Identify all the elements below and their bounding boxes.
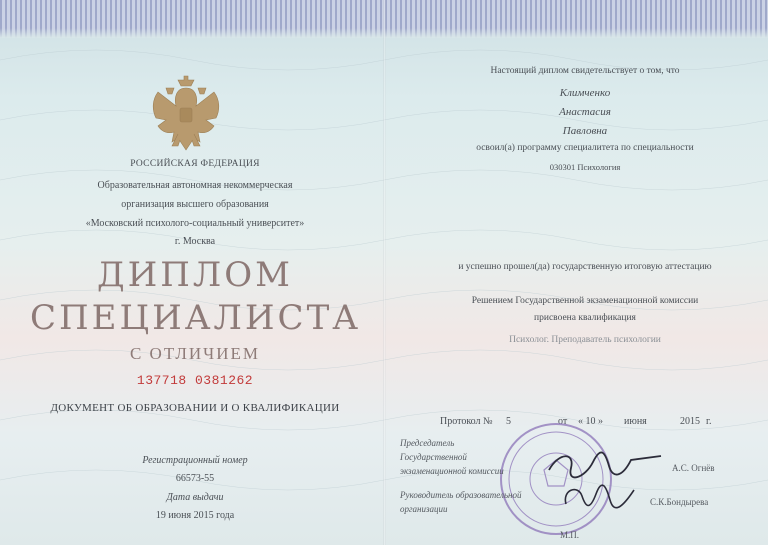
seal-mark: М.П. <box>560 530 580 540</box>
serial-number: 137718 0381262 <box>136 373 254 388</box>
coat-of-arms-icon <box>148 72 224 152</box>
graduate-last-name: Климченко <box>559 87 611 99</box>
org-line-1: Образовательная автономная некоммерческая <box>97 180 293 191</box>
protocol-year: 2015 <box>680 416 700 427</box>
program-mastered: освоил(а) программу специалитета по специальности <box>476 143 694 153</box>
issue-date-label: Дата выдачи <box>166 492 224 503</box>
decision-line-2: присвоена квалификация <box>534 313 636 323</box>
specialty: 030301 Психология <box>549 162 621 172</box>
attestation-passed: и успешно прошел(да) государственную итоговую аттестацию <box>458 262 712 272</box>
head-label: Руководитель образовательной организации <box>400 490 522 514</box>
decision-line-1: Решением Государственной экзаменационной комиссии <box>471 296 699 306</box>
head-name: С.К.Бондырева <box>650 497 709 507</box>
graduate-first-name: Анастасия <box>559 106 611 118</box>
diploma-title-line-1: ДИПЛОМ <box>96 255 293 295</box>
chair-signature-icon <box>545 448 665 484</box>
registration-label: Регистрационный номер <box>142 455 248 466</box>
head-signature-icon <box>560 480 640 514</box>
graduate-patronymic: Павловна <box>562 125 608 137</box>
protocol-label: Протокол № <box>440 416 493 427</box>
page-fold <box>383 0 386 545</box>
protocol-day: « 10 » <box>578 416 603 427</box>
org-line-2: организация высшего образования <box>121 199 269 210</box>
protocol-from-label: от <box>558 416 568 427</box>
document-type: ДОКУМЕНТ ОБ ОБРАЗОВАНИИ И О КВАЛИФИКАЦИИ <box>50 402 340 414</box>
country-label: РОССИЙСКАЯ ФЕДЕРАЦИЯ <box>130 159 260 169</box>
honors-subtitle: С ОТЛИЧИЕМ <box>129 344 261 363</box>
org-line-3: «Московский психолого-социальный университет» <box>85 218 305 229</box>
qualification: Психолог. Преподаватель психологии <box>509 335 661 345</box>
protocol-month: июня <box>624 416 647 427</box>
protocol-year-suffix: г. <box>706 416 712 427</box>
registration-number: 66573-55 <box>175 473 215 484</box>
protocol-number: 5 <box>506 416 511 427</box>
diploma-title-line-2: СПЕЦИАЛИСТА <box>30 298 361 338</box>
certify-intro: Настоящий диплом свидетельствует о том, что <box>490 66 680 76</box>
city-label: г. Москва <box>174 236 216 247</box>
issue-date: 19 июня 2015 года <box>155 510 235 521</box>
chair-label: Председатель Государственной экзаменационной комиссии <box>400 438 504 476</box>
chair-name: А.С. Огнёв <box>672 463 715 473</box>
